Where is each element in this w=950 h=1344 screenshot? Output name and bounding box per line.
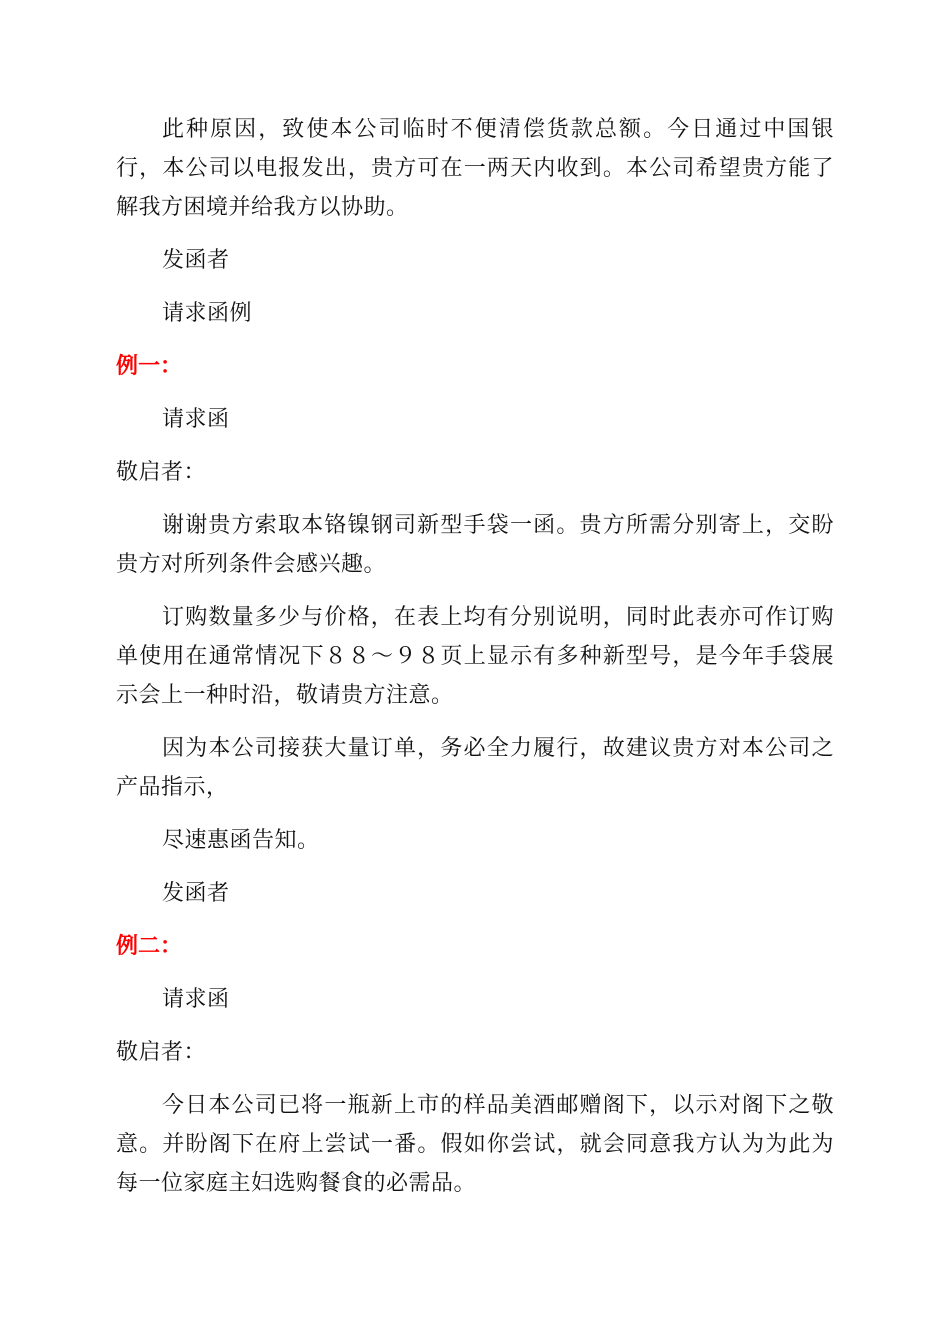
document-body (116, 110, 834, 1217)
paragraph-order-quantity: 订购数量多少与价格，在表上均有分别说明，同时此表亦可作订购单使用在通常情况下８８～９８页上显示有多种新型号，是今年手袋展示会上一种时沿，敬请贵方注意。 (116, 605, 834, 708)
sender-signature: 发函者 (162, 248, 230, 273)
sender-signature: 发函者 (162, 881, 230, 906)
paragraph-payment-reason: 此种原因，致使本公司临时不便清偿货款总额。今日通过中国银行，本公司以电报发出，贵方可在一两天内收到。本公司希望贵方能了解我方困境并给我方以协助。 (116, 117, 834, 220)
paragraph-large-orders: 因为本公司接获大量订单，务必全力履行，故建议贵方对本公司之产品指示， (116, 736, 834, 800)
paragraph-thanks: 谢谢贵方索取本铬镍钢司新型手袋一函。贵方所需分别寄上，交盼贵方对所列条件会感兴趣。 (116, 513, 834, 577)
example-heading-two: 例二： (116, 934, 183, 959)
letter-title: 请求函 (162, 987, 230, 1012)
section-title-request-letter-examples: 请求函例 (162, 301, 253, 326)
paragraph-reply-request: 尽速惠函告知。 (162, 828, 320, 853)
letter-title: 请求函 (162, 407, 230, 432)
paragraph-wine-sample: 今日本公司已将一瓶新上市的样品美酒邮赠阁下，以示对阁下之敬意。并盼阁下在府上尝试一番。假如你尝试，就会同意我方认为为此为每一位家庭主妇选购餐食的必需品。 (116, 1093, 834, 1196)
example-heading-one: 例一： (116, 354, 183, 379)
salutation: 敬启者： (116, 1040, 207, 1065)
salutation: 敬启者： (116, 460, 207, 485)
